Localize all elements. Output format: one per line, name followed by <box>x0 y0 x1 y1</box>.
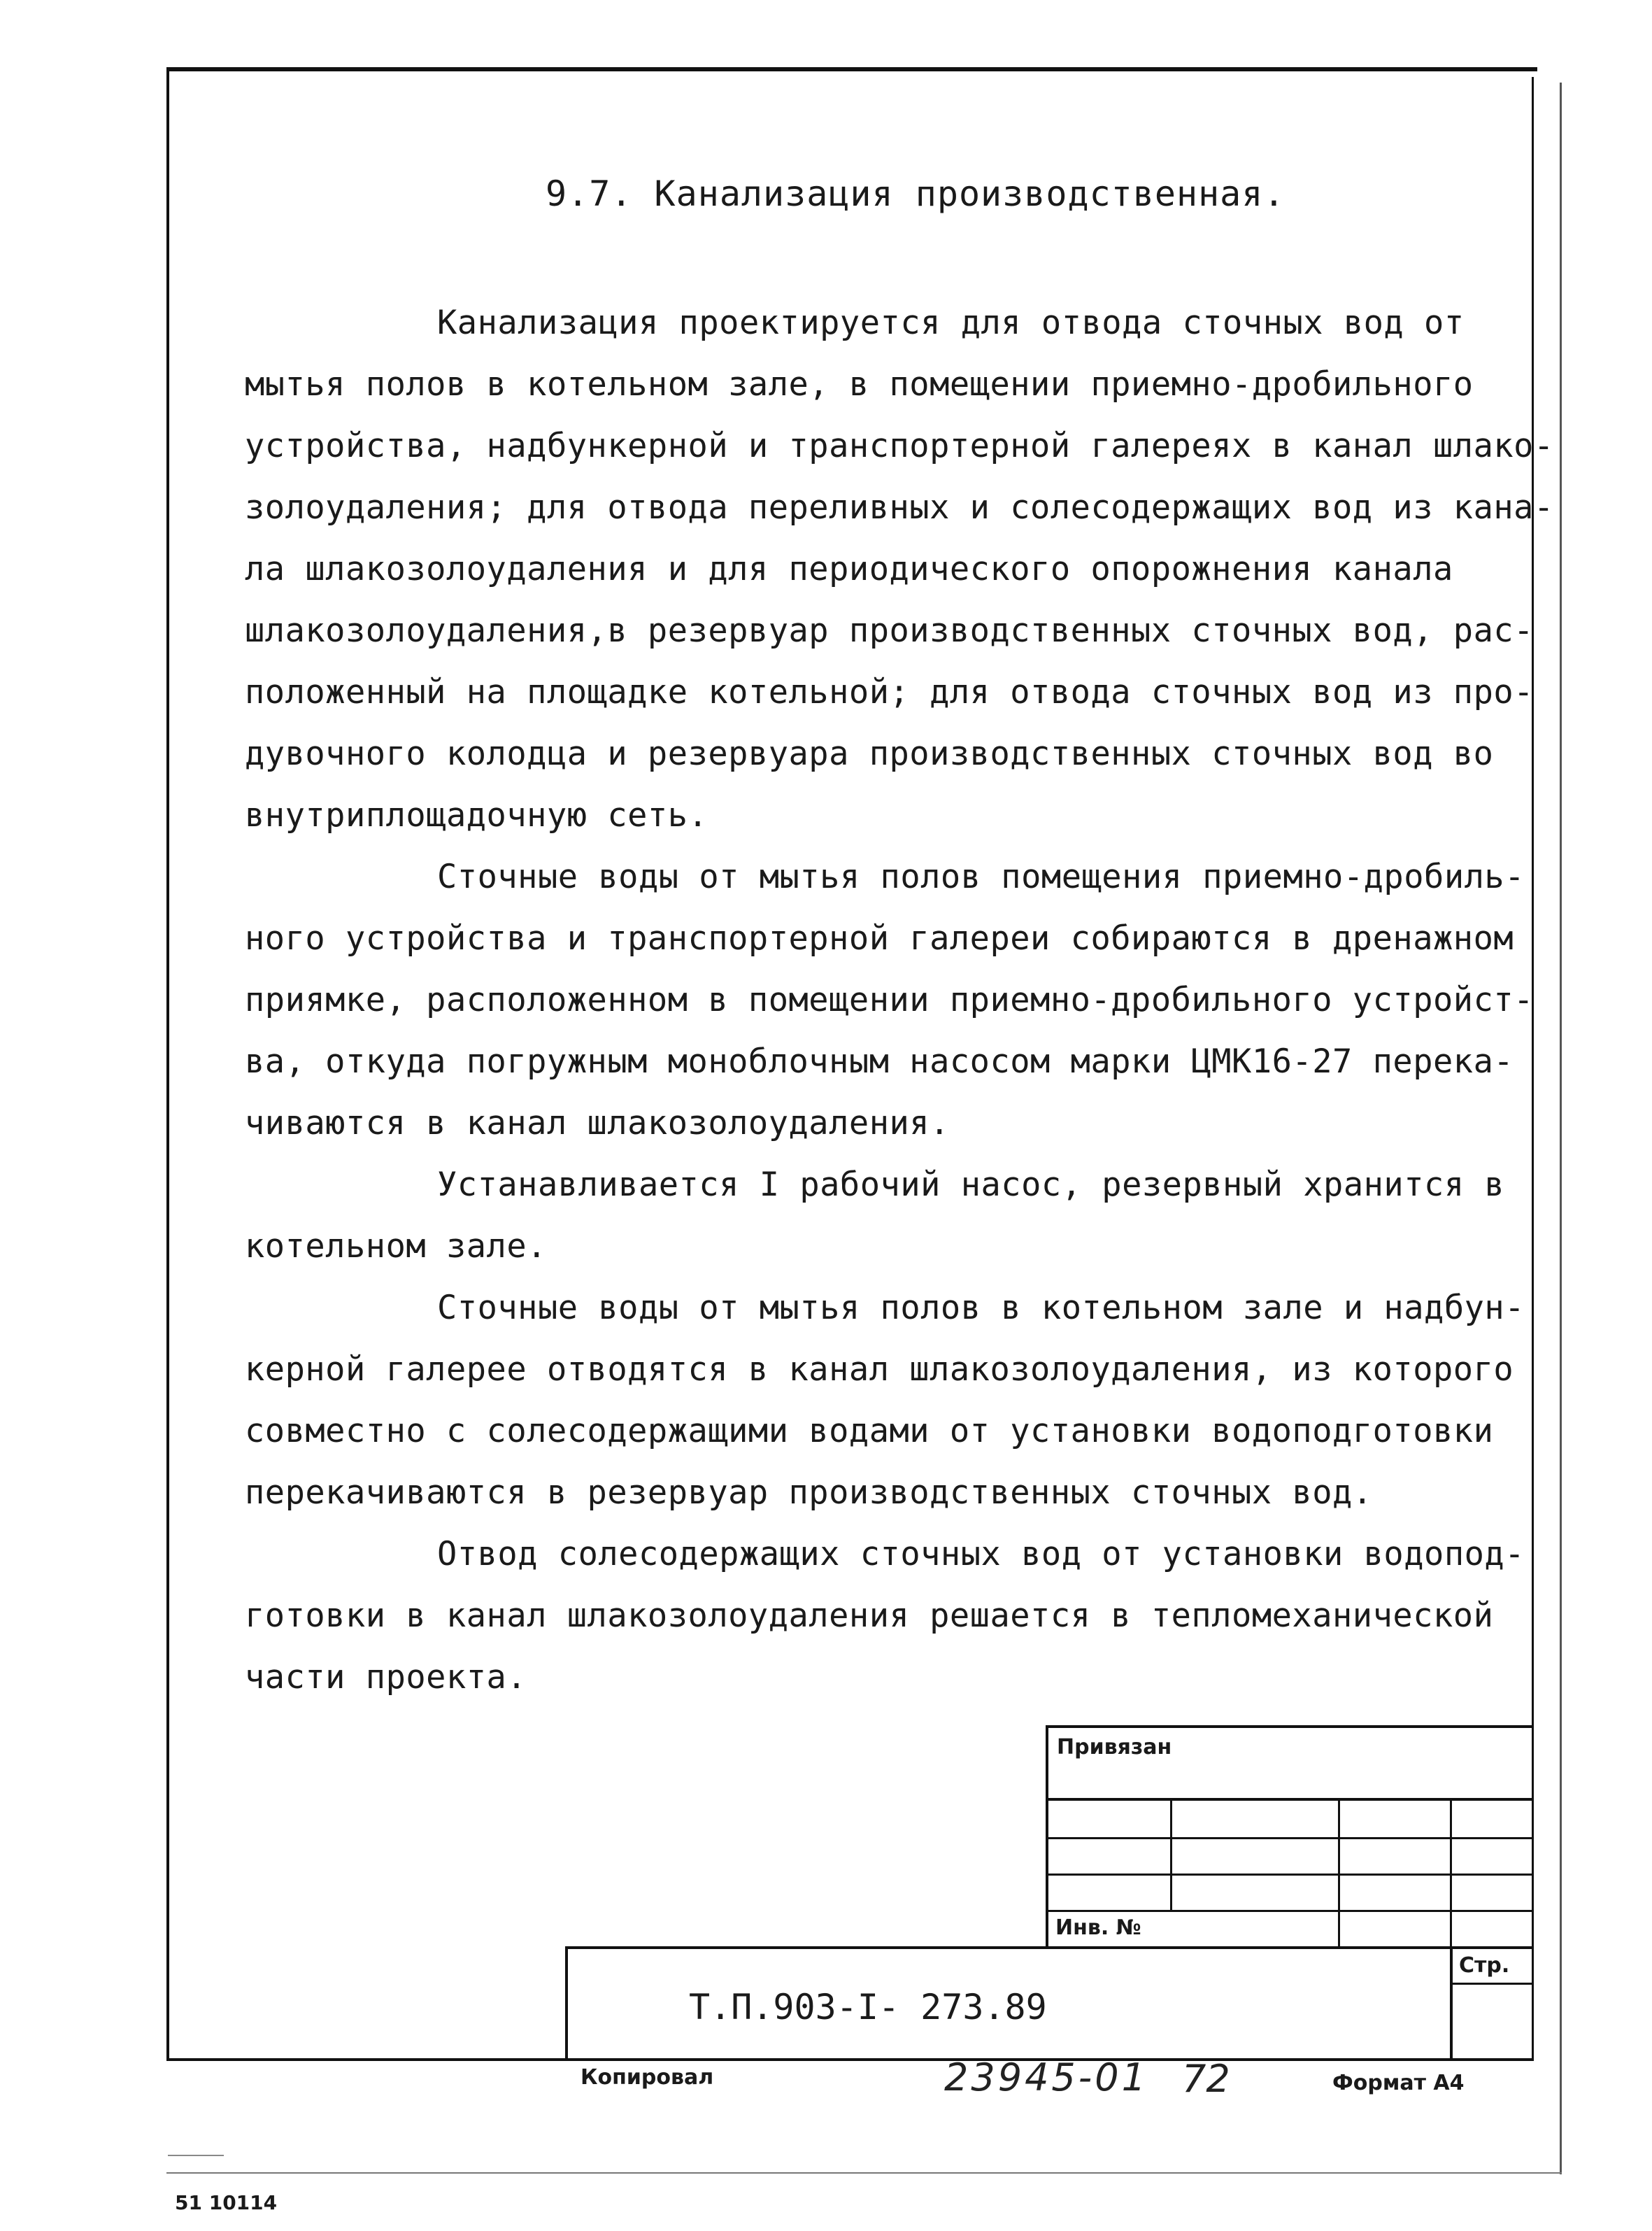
text-line: ла шлакозолоудаления и для периодического опорожнения канала <box>245 550 1453 588</box>
text-line: Сточные воды от мытья полов в котельном зале и надбун- <box>437 1289 1525 1327</box>
stamp-col-line <box>1450 1798 1452 1946</box>
stamp-row-line <box>1046 1798 1532 1801</box>
frame-left <box>166 67 169 2061</box>
page-row-line <box>1450 1983 1534 1985</box>
text-line: ва, откуда погружным моноблочным насосом марки ЦМК16-27 перека- <box>245 1042 1514 1081</box>
frame-right <box>1532 77 1534 2061</box>
text-line: керной галерее отводятся в канал шлакозолоудаления, из которого <box>245 1350 1514 1389</box>
text-line: части проекта. <box>245 1658 527 1697</box>
copied-label: Копировал <box>581 2065 714 2090</box>
text-line: Канализация проектируется для отвода сточных вод от <box>437 304 1465 342</box>
handwritten-number: 23945-01 <box>944 2055 1148 2099</box>
text-line: шлакозолоудаления,в резервуар производственных сточных вод, рас- <box>245 611 1534 650</box>
stamp-row-line <box>1046 1910 1532 1912</box>
text-line: внутриплощадочную сеть. <box>245 796 708 835</box>
stamp-bound-label: Привязан <box>1057 1735 1172 1759</box>
format-label: Формат А4 <box>1332 2071 1465 2095</box>
text-line: совместно с солесодержащими водами от установки водоподготовки <box>245 1412 1494 1450</box>
stamp-row-line <box>1046 1874 1532 1876</box>
text-line: приямке, расположенном в помещении приемно-дробильного устройст- <box>245 981 1534 1019</box>
sheet-edge-bottom <box>166 2172 1562 2174</box>
text-line: золоудаления; для отвода переливных и солесодержащих вод из кана- <box>245 488 1554 527</box>
text-line: Сточные воды от мытья полов помещения приемно-дробиль- <box>437 858 1525 896</box>
frame-top <box>166 67 1537 71</box>
handwritten-page: 72 <box>1182 2057 1230 2101</box>
text-line: котельном зале. <box>245 1227 547 1266</box>
text-line: ного устройства и транспортерной галереи собираются в дренажном <box>245 919 1514 958</box>
stamp-row-line <box>1046 1837 1532 1839</box>
text-line: готовки в канал шлакозолоудаления решается в тепломеханической <box>245 1596 1494 1635</box>
text-line: перекачиваются в резервуар производственных сточных вод. <box>245 1473 1373 1512</box>
page-col-line <box>1450 1946 1453 2061</box>
doc-code: Т.П.903-I- 273.89 <box>689 1987 1047 2027</box>
text-line: устройства, надбункерной и транспортерной галереях в канал шлако- <box>245 427 1554 465</box>
text-line: Устанавливается I рабочий насос, резервный хранится в <box>437 1166 1505 1204</box>
page-label: Стр. <box>1459 1953 1510 1978</box>
text-line: дувочного колодца и резервуара производственных сточных вод во <box>245 735 1494 773</box>
sheet-edge-right <box>1560 83 1562 2174</box>
stamp-inv-label: Инв. № <box>1055 1915 1141 1940</box>
sheet-code: 51 10114 <box>175 2191 278 2214</box>
text-line: положенный на площадке котельной; для отвода сточных вод из про- <box>245 673 1534 711</box>
stamp-col-line <box>1170 1798 1172 1910</box>
sheet-edge-left-mark <box>168 2155 224 2156</box>
section-title: 9.7. Канализация производственная. <box>546 173 1286 214</box>
text-line: мытья полов в котельном зале, в помещении приемно-дробильного <box>245 365 1474 404</box>
text-line: Отвод солесодержащих сточных вод от установки водопод- <box>437 1535 1525 1573</box>
stamp-col-line <box>1338 1798 1340 1946</box>
text-line: чиваются в канал шлакозолоудаления. <box>245 1104 950 1142</box>
